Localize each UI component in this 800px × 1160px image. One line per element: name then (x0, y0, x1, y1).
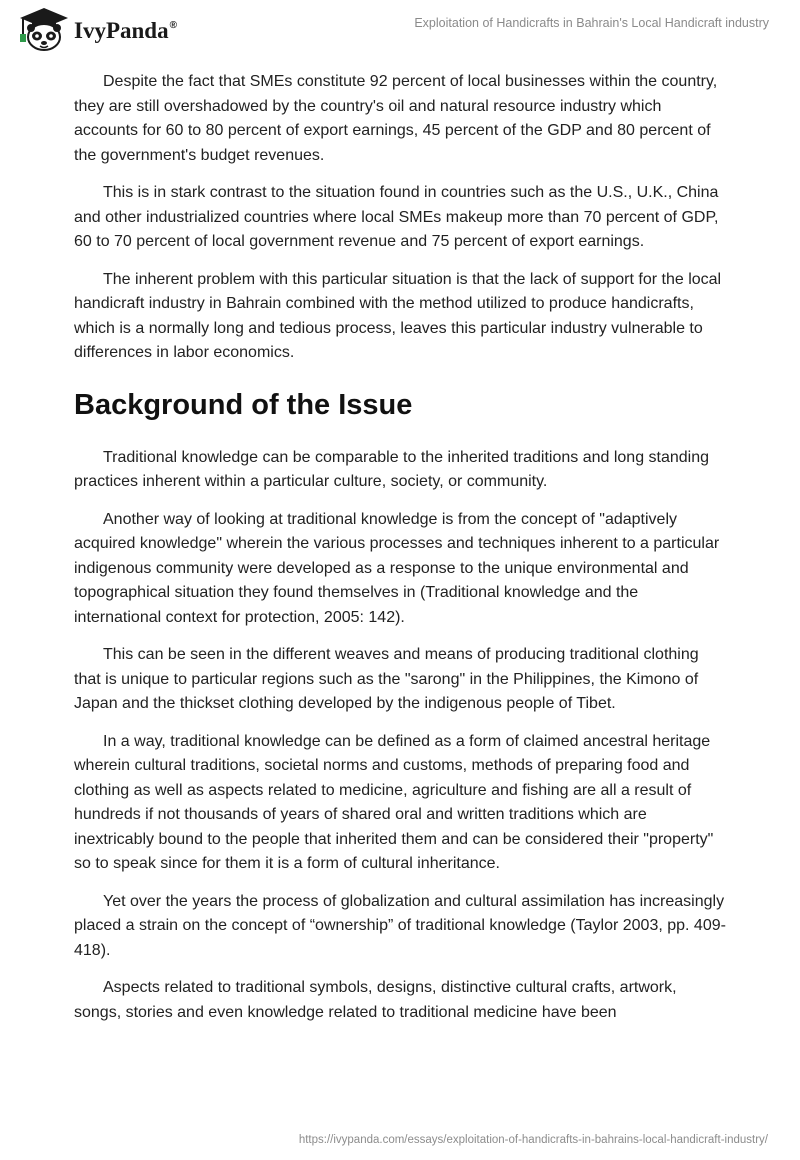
paragraph: Traditional knowledge can be comparable to the inherited traditions and long standing practices inherent within a particular culture, society, or community. (74, 448, 710, 490)
brand-name: IvyPanda® (74, 18, 177, 43)
paragraph: The inherent problem with this particular situation is that the lack of support for the local handicraft industry in Bahrain combined with the method utilized to produce handicrafts, which is a normally long and tedious process, leaves this particular industry vulnerable to differences in labor economics. (74, 270, 722, 361)
paragraph: This is in stark contrast to the situation found in countries such as the U.S., U.K., China and other industrialized countries where local SMEs makeup more than 70 percent of GDP, 60 to 70 percent of local government revenue and 75 percent of export earnings. (74, 184, 719, 250)
paragraph: Another way of looking at traditional knowledge is from the concept of "adaptively acquired knowledge" wherein the various processes and techniques inherent to a particular indigenous community were developed as a response to the unique environmental and topographical situation they found themselves in (Traditional knowledge and the international context for protection, 2005: 142). (74, 510, 720, 626)
running-title: Exploitation of Handicrafts in Bahrain's Local Handicraft industry (414, 16, 769, 30)
essay-content (74, 70, 728, 1038)
brand-logo[interactable] (14, 6, 177, 52)
paragraph: Aspects related to traditional symbols, designs, distinctive cultural crafts, artwork, songs, stories and even knowledge related to traditional medicine have been (74, 979, 677, 1021)
section-heading: Background of the Issue (74, 388, 413, 421)
registered-mark: ® (169, 20, 177, 31)
page-header (0, 0, 800, 60)
footer-url-link[interactable]: https://ivypanda.com/essays/exploitation-of-handicrafts-in-bahrains-local-handicraft-industry/ (298, 1134, 768, 1146)
paragraph: This can be seen in the different weaves and means of producing traditional clothing that is unique to particular regions such as the "sarong" in the Philippines, the Kimono of Japan and the thickset clothing developed by the indigenous people of Tibet. (74, 646, 699, 712)
paragraph: In a way, traditional knowledge can be defined as a form of claimed ancestral heritage wherein cultural traditions, societal norms and customs, methods of preparing food and clothing as well as aspects related to medicine, agriculture and fishing are all a result of hundreds if not thousands of years of shared oral and written traditions which are inextricably bound to the people that inherited them and can be considered their "property" so to speak since for them it is a form of cultural inheritance. (74, 732, 714, 872)
panda-logo-icon (14, 6, 70, 52)
paragraph: Yet over the years the process of globalization and cultural assimilation has increasingly placed a strain on the concept of “ownership” of traditional knowledge (Taylor 2003, pp. 409-418). (74, 892, 726, 959)
paragraph: Despite the fact that SMEs constitute 92 percent of local businesses within the country, they are still overshadowed by the country's oil and natural resource industry which accounts for 60 to 80 percent of export earnings, 45 percent of the GDP and 80 percent of the government's budget revenues. (74, 73, 718, 164)
